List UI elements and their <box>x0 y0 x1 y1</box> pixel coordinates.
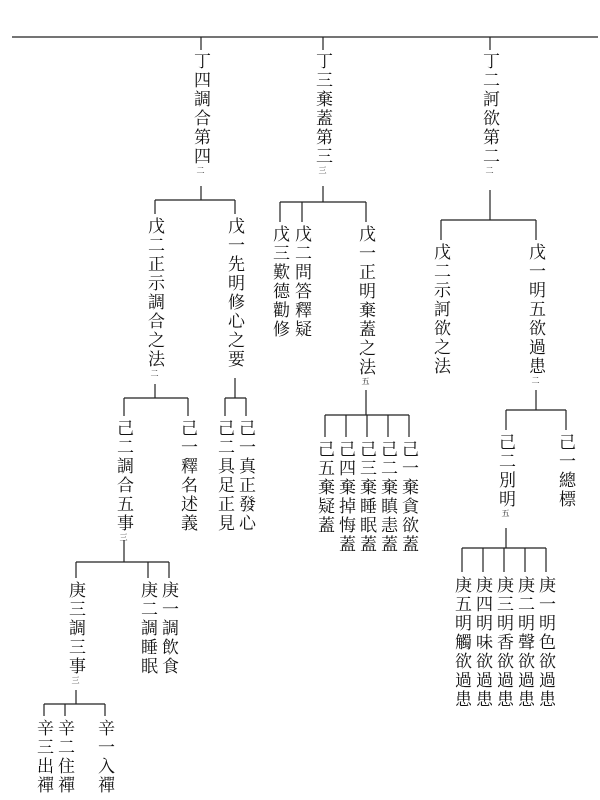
node-d2-wu1 <box>525 243 545 384</box>
node-label: 庚三調三事 <box>65 581 85 676</box>
node-d4-geng3 <box>65 581 85 684</box>
node-label: 戊二示訶欲之法 <box>430 243 450 376</box>
node-d4-xin3 <box>33 719 52 795</box>
node-d4-tiao-he <box>190 52 210 174</box>
node-label: 庚三明香欲過患 <box>493 576 513 709</box>
node-d3-ji3 <box>356 440 375 554</box>
node-label: 丁四調合第四 <box>190 52 210 166</box>
node-d2-geng5 <box>451 576 470 709</box>
node-d4-geng1 <box>158 581 177 676</box>
node-d2-ji2 <box>495 433 515 517</box>
node-d3-ji1 <box>398 440 417 554</box>
node-d4-geng2 <box>137 581 156 676</box>
node-label: 己三棄睡眠蓋 <box>356 440 376 554</box>
node-label: 戊一先明修心之要 <box>224 217 244 369</box>
node-label: 己一棄貪欲蓋 <box>398 440 418 554</box>
node-count: 三 <box>71 676 80 684</box>
node-d4-wu1 <box>224 217 243 369</box>
node-d3-wu1 <box>355 225 375 385</box>
node-count: 二 <box>196 166 205 174</box>
node-label: 庚二明聲欲過患 <box>514 576 534 709</box>
node-count: 五 <box>361 377 370 385</box>
node-label: 己二具足正見 <box>214 419 234 533</box>
node-d2-geng4 <box>472 576 491 709</box>
node-d4-wu1-ji1 <box>235 419 254 533</box>
node-label: 戊二問答釋疑 <box>291 225 311 339</box>
node-d3-wu2 <box>291 225 310 339</box>
node-d3-ji2 <box>377 440 396 554</box>
node-label: 己一真正發心 <box>235 419 255 533</box>
node-label: 己五棄疑蓋 <box>314 440 334 535</box>
node-d3-ji5 <box>314 440 333 535</box>
node-label: 庚一調飲食 <box>158 581 178 676</box>
node-d3-wu3 <box>269 225 288 339</box>
node-count: 二 <box>485 166 494 174</box>
node-count: 五 <box>501 509 510 517</box>
node-d4-wu1-ji2 <box>214 419 233 533</box>
node-d2-geng1 <box>535 576 554 709</box>
node-count: 二 <box>150 369 159 377</box>
node-d4-wu2 <box>144 217 164 377</box>
node-label: 戊二正示調合之法 <box>144 217 164 369</box>
node-d2-ji1 <box>555 433 574 509</box>
node-d2-wu2 <box>430 243 449 376</box>
node-label: 戊一明五欲過患 <box>525 243 545 376</box>
node-label: 丁三棄蓋第三 <box>312 52 332 166</box>
node-d2-geng2 <box>514 576 533 709</box>
node-label: 己一總標 <box>555 433 575 509</box>
node-d3-qi-gai <box>312 52 332 174</box>
node-label: 戊一正明棄蓋之法 <box>355 225 375 377</box>
node-d4-wu2-ji2 <box>113 419 133 541</box>
node-label: 庚五明觸欲過患 <box>451 576 471 709</box>
node-label: 己二別明 <box>495 433 515 509</box>
node-d2-geng3 <box>493 576 512 709</box>
node-label: 辛二住禪 <box>54 719 74 795</box>
node-label: 庚一明色欲過患 <box>535 576 555 709</box>
node-d3-ji4 <box>335 440 354 554</box>
node-label: 庚四明味欲過患 <box>472 576 492 709</box>
node-label: 己二調合五事 <box>113 419 133 533</box>
node-d4-xin2 <box>54 719 73 795</box>
node-d4-wu2-ji1 <box>177 419 196 533</box>
node-label: 辛三出禪 <box>33 719 53 795</box>
node-d2-he-yu <box>479 52 499 174</box>
node-count: 二 <box>531 376 540 384</box>
node-label: 辛一入禪 <box>94 719 114 795</box>
node-label: 己一釋名述義 <box>177 419 197 533</box>
node-label: 己四棄掉悔蓋 <box>335 440 355 554</box>
node-label: 丁二訶欲第二 <box>479 52 499 166</box>
node-label: 己二棄瞋恚蓋 <box>377 440 397 554</box>
node-label: 戊三歎德勸修 <box>269 225 289 339</box>
node-label: 庚二調睡眠 <box>137 581 157 676</box>
node-count: 三 <box>318 166 327 174</box>
node-d4-xin1 <box>94 719 113 795</box>
node-count: 三 <box>119 533 128 541</box>
